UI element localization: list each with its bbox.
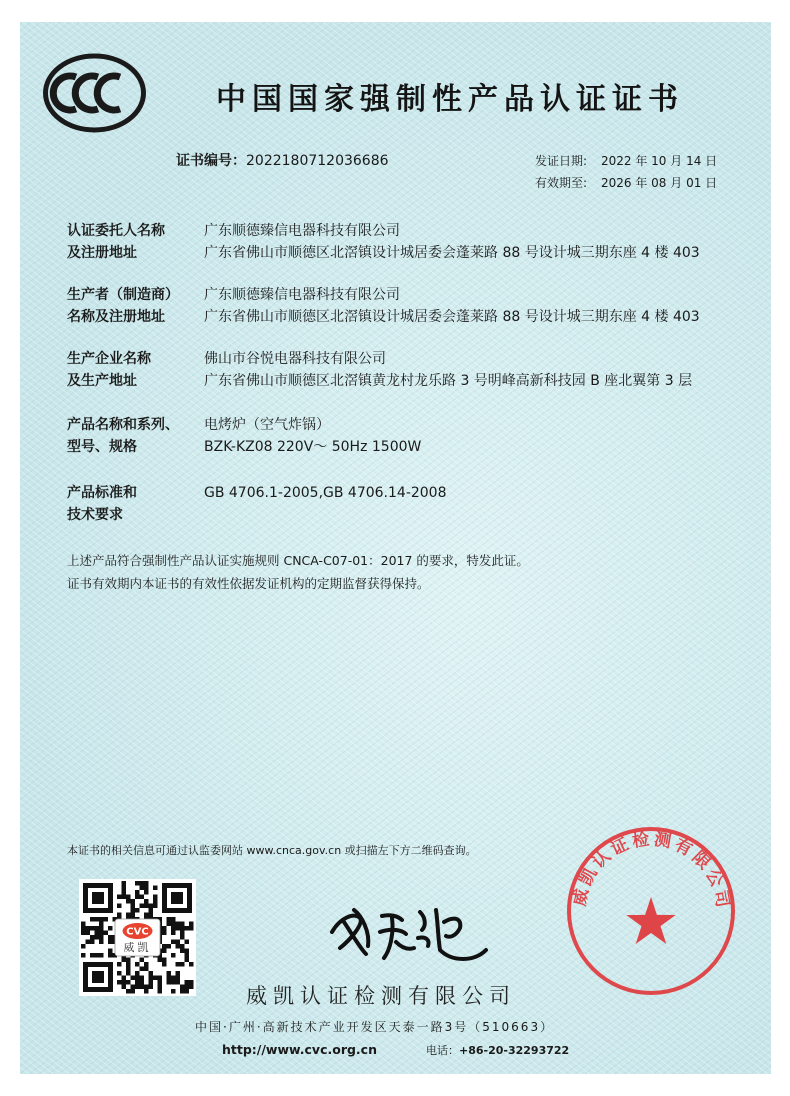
qr-module	[149, 904, 154, 909]
qr-module	[81, 926, 86, 931]
signature	[310, 888, 490, 978]
field-label: 生产者（制造商）	[67, 287, 179, 303]
qr-module	[122, 890, 127, 895]
qr-module	[95, 935, 100, 940]
qr-module	[149, 976, 154, 981]
certificate-number	[176, 150, 389, 170]
qr-module	[171, 922, 176, 927]
qr-module	[122, 886, 127, 891]
qr-module	[135, 890, 140, 895]
qr-module	[117, 904, 122, 909]
qr-module	[171, 917, 176, 922]
verification-notice: 本证书的相关信息可通过认监委网站 www.cnca.gov.cn 或扫描左下方二维码查询。	[67, 844, 477, 857]
qr-module	[153, 886, 158, 891]
qr-module	[176, 980, 181, 985]
qr-module	[185, 926, 190, 931]
qr-module	[90, 917, 95, 922]
ccc-logo	[43, 53, 146, 133]
qr-module	[185, 949, 190, 954]
qr-module	[144, 985, 149, 990]
qr-module	[167, 971, 172, 976]
qr-module	[131, 908, 136, 913]
qr-module	[126, 971, 131, 976]
qr-module	[99, 917, 104, 922]
qr-module	[149, 908, 154, 913]
field-value: 广东省佛山市顺德区北滘镇黄龙村龙乐路 3 号明峰高新科技园 B 座北翼第 3 层	[204, 373, 693, 389]
qr-module	[176, 976, 181, 981]
qr-module	[81, 931, 86, 936]
qr-module	[149, 971, 154, 976]
qr-module	[131, 976, 136, 981]
qr-module	[167, 922, 172, 927]
qr-module	[126, 899, 131, 904]
qr-module	[158, 980, 163, 985]
qr-module	[149, 985, 154, 990]
field-value: 广东顺德臻信电器科技有限公司	[204, 223, 400, 239]
certificate-statement	[67, 549, 529, 595]
qr-module	[135, 962, 140, 967]
qr-module	[126, 913, 131, 918]
qr-module	[122, 895, 127, 900]
qr-module	[140, 881, 145, 886]
qr-module	[180, 931, 185, 936]
qr-module	[81, 922, 86, 927]
qr-module	[167, 980, 172, 985]
qr-module	[171, 953, 176, 958]
qr-module	[108, 949, 113, 954]
expiry-date-label: 有效期至:	[535, 176, 588, 190]
field-value: BZK-KZ08 220V～ 50Hz 1500W	[204, 439, 422, 455]
qr-module	[176, 940, 181, 945]
qr-module	[162, 949, 167, 954]
qr-module	[189, 980, 194, 985]
qr-module	[149, 913, 154, 918]
qr-module	[158, 985, 163, 990]
issuer-phone	[426, 1042, 569, 1058]
official-seal	[565, 825, 737, 997]
qr-module	[108, 940, 113, 945]
qr-module	[185, 940, 190, 945]
qr-module	[140, 967, 145, 972]
qr-module	[126, 989, 131, 994]
qr-module	[162, 958, 167, 963]
qr-module	[162, 926, 167, 931]
issue-date-value: 2022 年 10 月 14 日	[601, 154, 718, 168]
qr-module	[135, 980, 140, 985]
qr-module	[95, 917, 100, 922]
qr-module	[99, 935, 104, 940]
qr-module	[140, 976, 145, 981]
qr-module	[185, 953, 190, 958]
qr-module	[176, 922, 181, 927]
qr-module	[144, 904, 149, 909]
qr-module	[162, 944, 167, 949]
qr-module	[135, 908, 140, 913]
qr-module	[140, 904, 145, 909]
field-value: 广东顺德臻信电器科技有限公司	[204, 287, 400, 303]
qr-module	[171, 989, 176, 994]
qr-module	[144, 886, 149, 891]
qr-module	[144, 967, 149, 972]
field-label: 技术要求	[67, 507, 123, 523]
qr-module	[185, 958, 190, 963]
qr-module	[126, 895, 131, 900]
statement-line: 上述产品符合强制性产品认证实施规则 CNCA-C07-01：2017 的要求，特发此证。	[67, 553, 529, 568]
issuer-address: 中国·广州·高新技术产业开发区天泰一路3号（510663）	[195, 1020, 555, 1034]
qr-module	[117, 895, 122, 900]
qr-module	[180, 935, 185, 940]
qr-module	[90, 953, 95, 958]
qr-module	[189, 985, 194, 990]
qr-module	[144, 899, 149, 904]
qr-badge-subtext: 威凯	[123, 941, 152, 954]
qr-module	[167, 944, 172, 949]
qr-module	[131, 985, 136, 990]
qr-module	[158, 976, 163, 981]
qr-module	[86, 940, 91, 945]
qr-module	[153, 899, 158, 904]
qr-module	[140, 980, 145, 985]
qr-module	[117, 980, 122, 985]
field-label: 认证委托人名称	[67, 223, 165, 239]
field-value: GB 4706.1-2005,GB 4706.14-2008	[204, 485, 447, 501]
qr-module	[135, 971, 140, 976]
field-value: 电烤炉（空气炸锅）	[204, 417, 330, 433]
qr-module	[171, 926, 176, 931]
qr-module	[144, 890, 149, 895]
phone-number: +86-20-32293722	[459, 1044, 570, 1057]
qr-module	[81, 953, 86, 958]
qr-module	[122, 980, 127, 985]
qr-module	[153, 895, 158, 900]
qr-module	[90, 940, 95, 945]
qr-module	[117, 913, 122, 918]
qr-module	[180, 989, 185, 994]
qr-module	[171, 980, 176, 985]
qr-module	[104, 931, 109, 936]
qr-module	[81, 944, 86, 949]
qr-module	[126, 958, 131, 963]
qr-module	[86, 931, 91, 936]
qr-module	[99, 931, 104, 936]
qr-module	[140, 895, 145, 900]
qr-module	[90, 935, 95, 940]
qr-module	[171, 931, 176, 936]
qr-module	[104, 917, 109, 922]
qr-module	[117, 971, 122, 976]
qr-module	[108, 926, 113, 931]
qr-module	[171, 940, 176, 945]
qr-module	[122, 881, 127, 886]
qr-module	[122, 985, 127, 990]
qr-module	[95, 953, 100, 958]
qr-module	[144, 913, 149, 918]
qr-module	[144, 962, 149, 967]
field-value: 广东省佛山市顺德区北滘镇设计城居委会蓬莱路 88 号设计城三期东座 4 楼 403	[204, 245, 700, 261]
field-value: 佛山市谷悦电器科技有限公司	[204, 351, 386, 367]
qr-module	[180, 944, 185, 949]
qr-module	[162, 931, 167, 936]
qr-module	[126, 967, 131, 972]
qr-module	[117, 962, 122, 967]
qr-module	[176, 926, 181, 931]
issuer-name: 威凯认证检测有限公司	[246, 984, 516, 1008]
qr-module	[99, 953, 104, 958]
qr-module	[153, 976, 158, 981]
qr-module	[180, 985, 185, 990]
field-label: 型号、规格	[67, 439, 137, 455]
qr-module	[144, 881, 149, 886]
qr-module	[153, 904, 158, 909]
qr-module	[95, 931, 100, 936]
qr-module	[144, 989, 149, 994]
expiry-date-value: 2026 年 08 月 01 日	[601, 176, 718, 190]
qr-module	[189, 962, 194, 967]
qr-module	[122, 976, 127, 981]
qr-module	[99, 922, 104, 927]
field-label: 产品名称和系列、	[67, 417, 179, 433]
qr-code[interactable]	[79, 879, 196, 996]
qr-module	[140, 886, 145, 891]
field-label: 名称及注册地址	[67, 309, 165, 325]
qr-module	[108, 953, 113, 958]
certificate-sheet	[20, 22, 771, 1074]
qr-badge-text: CVC	[126, 926, 149, 938]
qr-module	[149, 980, 154, 985]
field-label: 产品标准和	[67, 485, 137, 501]
certificate-dates	[535, 150, 717, 194]
qr-module	[158, 958, 163, 963]
qr-module	[180, 926, 185, 931]
qr-module	[140, 985, 145, 990]
seal-text	[569, 828, 732, 908]
qr-module	[158, 989, 163, 994]
field-label: 及注册地址	[67, 245, 137, 261]
certificate-number-label: 证书编号：	[176, 153, 246, 169]
issue-date-label: 发证日期:	[535, 154, 588, 168]
qr-module	[122, 958, 127, 963]
qr-module	[180, 922, 185, 927]
qr-module	[99, 940, 104, 945]
statement-line: 证书有效期内本证书的有效性依据发证机构的定期监督获得保持。	[67, 576, 430, 591]
star-icon	[626, 897, 675, 944]
qr-module	[171, 976, 176, 981]
field-value: 广东省佛山市顺德区北滘镇设计城居委会蓬莱路 88 号设计城三期东座 4 楼 403	[204, 309, 700, 325]
certificate-title: 中国国家强制性产品认证证书	[216, 82, 684, 117]
field-label: 及生产地址	[67, 373, 137, 389]
qr-module	[135, 881, 140, 886]
qr-module	[99, 926, 104, 931]
qr-module	[162, 962, 167, 967]
qr-module	[131, 913, 136, 918]
qr-module	[176, 944, 181, 949]
qr-module	[135, 985, 140, 990]
qr-module	[185, 985, 190, 990]
qr-module	[131, 904, 136, 909]
qr-module	[167, 976, 172, 981]
qr-module	[167, 917, 172, 922]
qr-module	[176, 971, 181, 976]
issuer-website-link[interactable]: http://www.cvc.org.cn	[222, 1042, 377, 1057]
qr-module	[135, 976, 140, 981]
qr-module	[126, 962, 131, 967]
qr-module	[126, 980, 131, 985]
qr-module	[180, 949, 185, 954]
qr-module	[90, 926, 95, 931]
qr-module	[189, 926, 194, 931]
qr-module	[135, 895, 140, 900]
qr-module	[176, 962, 181, 967]
phone-label: 电话：	[426, 1044, 459, 1057]
qr-module	[185, 980, 190, 985]
seal-text-path: 威凯认证检测有限公司	[569, 829, 733, 909]
qr-module	[108, 935, 113, 940]
qr-module	[131, 989, 136, 994]
qr-module	[185, 989, 190, 994]
field-label: 生产企业名称	[67, 351, 151, 367]
qr-module	[180, 962, 185, 967]
certificate-number-value: 2022180712036686	[246, 153, 389, 169]
qr-module	[140, 958, 145, 963]
qr-module	[95, 926, 100, 931]
qr-module	[86, 926, 91, 931]
qr-module	[189, 922, 194, 927]
qr-module	[131, 899, 136, 904]
